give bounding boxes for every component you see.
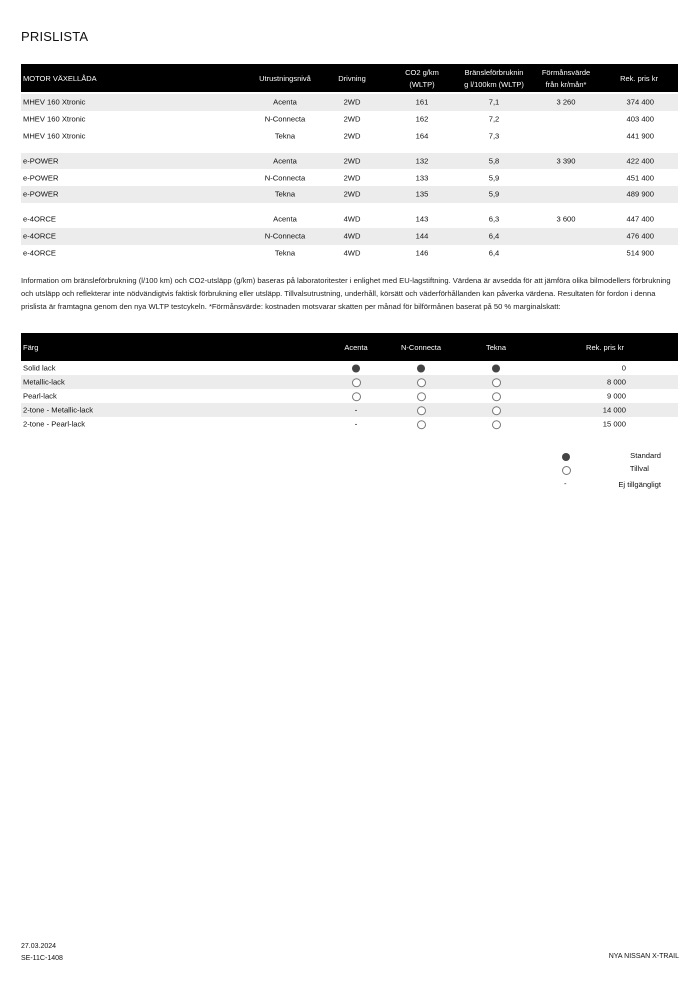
cell-color-name: Metallic-lack: [23, 377, 65, 387]
cell-trim: Acenta: [273, 97, 297, 107]
legend-na-label: Ej tillgängligt: [618, 480, 661, 489]
cell-price: 514 900: [626, 248, 654, 258]
legend-na-symbol: -: [564, 479, 567, 488]
cell-tekna: [476, 405, 516, 415]
cell-drive: 4WD: [343, 214, 361, 224]
cell-model: e-POWER: [23, 156, 59, 166]
header-formansvarde-line2: från kr/mån*: [545, 80, 587, 89]
table-row: [21, 111, 678, 128]
cell-drive: 2WD: [343, 189, 361, 199]
cell-formansvarde: 3 390: [556, 156, 576, 166]
cell-nconnecta: [396, 419, 446, 429]
legend: [560, 450, 665, 492]
cell-fuel: 5,9: [488, 173, 500, 183]
option-circle-icon: [417, 420, 426, 429]
cell-drive: 2WD: [343, 173, 361, 183]
cell-color-price: 0: [621, 363, 626, 373]
cell-color-price: 15 000: [602, 419, 626, 429]
cell-nconnecta: [396, 377, 446, 387]
cell-fuel: 6,3: [488, 214, 500, 224]
standard-dot-icon: [562, 453, 570, 461]
cell-fuel: 7,2: [488, 114, 500, 124]
option-circle-icon: [492, 392, 501, 401]
table-row: [21, 403, 678, 417]
header-co2-line1: CO2 g/km: [405, 68, 439, 77]
cell-co2: 162: [415, 114, 429, 124]
cell-acenta: -: [354, 405, 358, 415]
cell-formansvarde: 3 260: [556, 97, 576, 107]
table-row: [21, 228, 678, 245]
cell-co2: 164: [415, 131, 429, 141]
table-row: [21, 375, 678, 389]
cell-model: MHEV 160 Xtronic: [23, 114, 86, 124]
cell-model: e-4ORCE: [23, 231, 56, 241]
cell-co2: 144: [415, 231, 429, 241]
cell-trim: Tekna: [274, 131, 296, 141]
price-table-header: [21, 64, 678, 92]
cell-drive: 4WD: [343, 231, 361, 241]
cell-acenta: -: [354, 419, 358, 429]
page-title: PRISLISTA: [21, 29, 89, 44]
cell-color-name: 2-tone - Metallic-lack: [23, 405, 94, 415]
footer-left: [21, 941, 63, 965]
cell-nconnecta: [396, 364, 446, 373]
table-row: [21, 389, 678, 403]
cell-price: 374 400: [626, 97, 654, 107]
cell-drive: 4WD: [343, 248, 361, 258]
header-color-price: Rek. pris kr: [586, 343, 624, 352]
cell-trim: Tekna: [274, 248, 296, 258]
cell-trim: N-Connecta: [264, 114, 306, 124]
footer-date: 27.03.2024: [21, 943, 57, 950]
cell-price: 403 400: [626, 114, 654, 124]
option-circle-icon: [492, 420, 501, 429]
cell-acenta: [336, 364, 376, 373]
table-row: [21, 153, 678, 170]
table-row: [21, 211, 678, 228]
option-circle-icon: [417, 378, 426, 387]
legend-standard-label: Standard: [630, 451, 661, 460]
cell-tekna: [476, 364, 516, 373]
table-row: [21, 361, 678, 375]
header-model: MOTOR VÄXELLÅDA: [23, 74, 97, 83]
disclaimer-text: Information om bränsleförbrukning (l/100 km) och CO2-utsläpp (g/km) baseras på laboratoritester i enlighet med EU-lagstiftning. Värdena är avsedda för att jämföra olika bilmodellers förbrukning och utsläpp och reflekterar inte nödvändigtvis faktisk förbrukning eller utsläpp. Tillvalsutrustning, underhåll, körsätt och väderförhållanden kan påverka värdena. Resultaten för fordon i denna prislista är framtagna genom den nya WLTP testcykeln. *Förmånsvärde: kostnaden motsvarar skatten per månad för bilförmånen baserat på 50 % marginalskatt:: [21, 276, 671, 312]
cell-trim: N-Connecta: [264, 173, 306, 183]
table-row: [21, 127, 678, 144]
cell-color-name: Pearl-lack: [23, 391, 57, 401]
cell-nconnecta: [396, 391, 446, 401]
cell-trim: Acenta: [273, 156, 297, 166]
cell-price: 422 400: [626, 156, 654, 166]
header-price: Rek. pris kr: [620, 74, 658, 83]
option-circle-icon: [562, 466, 571, 475]
header-color: Färg: [23, 343, 39, 352]
header-fuel-line1: Bränsleförbruknin: [464, 68, 524, 77]
cell-drive: 2WD: [343, 97, 361, 107]
table-row: [21, 169, 678, 186]
table-row: [21, 186, 678, 203]
cell-model: e-POWER: [23, 173, 59, 183]
header-trim: Utrustningsnivå: [259, 74, 311, 83]
table-row: [21, 94, 678, 111]
option-circle-icon: [417, 392, 426, 401]
cell-trim: Acenta: [273, 214, 297, 224]
cell-color-name: 2-tone - Pearl-lack: [23, 419, 86, 429]
standard-dot-icon: [352, 365, 360, 373]
color-table-header: [21, 333, 678, 361]
cell-tekna: [476, 419, 516, 429]
cell-price: 451 400: [626, 173, 654, 183]
option-circle-icon: [492, 378, 501, 387]
cell-tekna: [476, 377, 516, 387]
cell-color-name: Solid lack: [23, 363, 56, 373]
option-circle-icon: [352, 392, 361, 401]
option-circle-icon: [492, 406, 501, 415]
option-circle-icon: [352, 378, 361, 387]
standard-dot-icon: [417, 365, 425, 373]
cell-co2: 146: [415, 248, 429, 258]
cell-model: MHEV 160 Xtronic: [23, 131, 86, 141]
header-nconnecta: N-Connecta: [400, 343, 442, 352]
table-row: [21, 245, 678, 262]
cell-fuel: 6,4: [488, 231, 500, 241]
cell-fuel: 7,1: [488, 97, 500, 107]
cell-formansvarde: 3 600: [556, 214, 576, 224]
header-formansvarde: [531, 67, 601, 91]
legend-na: [560, 479, 665, 492]
cell-color-price: 8 000: [606, 377, 626, 387]
cell-price: 476 400: [626, 231, 654, 241]
standard-dot-icon: [492, 365, 500, 373]
cell-model: e-4ORCE: [23, 248, 56, 258]
header-acenta: Acenta: [344, 343, 368, 352]
legend-option-label: Tillval: [629, 464, 649, 473]
cell-drive: 2WD: [343, 114, 361, 124]
cell-color-price: 14 000: [602, 405, 626, 415]
cell-fuel: 5,9: [488, 189, 500, 199]
price-table: [21, 64, 678, 261]
cell-acenta: [336, 377, 376, 387]
header-co2-line2: (WLTP): [409, 80, 435, 89]
cell-price: 489 900: [626, 189, 654, 199]
color-table: [21, 333, 678, 431]
cell-co2: 161: [415, 97, 429, 107]
cell-model: e-POWER: [23, 189, 59, 199]
cell-model: e-4ORCE: [23, 214, 56, 224]
table-row: [21, 417, 678, 431]
header-fuel: [457, 67, 531, 91]
cell-tekna: [476, 391, 516, 401]
cell-price: 441 900: [626, 131, 654, 141]
cell-trim: N-Connecta: [264, 231, 306, 241]
cell-acenta: [336, 391, 376, 401]
cell-nconnecta: [396, 405, 446, 415]
cell-drive: 2WD: [343, 131, 361, 141]
option-circle-icon: [417, 406, 426, 415]
legend-standard: [560, 450, 665, 463]
cell-color-price: 9 000: [606, 391, 626, 401]
cell-fuel: 5,8: [488, 156, 500, 166]
footer-model-name: NYA NISSAN X-TRAIL: [608, 953, 679, 960]
cell-model: MHEV 160 Xtronic: [23, 97, 86, 107]
cell-co2: 135: [415, 189, 429, 199]
cell-drive: 2WD: [343, 156, 361, 166]
cell-fuel: 7,3: [488, 131, 500, 141]
header-fuel-line2: g l/100km (WLTP): [464, 80, 524, 89]
cell-fuel: 6,4: [488, 248, 500, 258]
footer-code: SE-11C-1408: [21, 955, 63, 962]
header-formansvarde-line1: Förmånsvärde: [541, 68, 591, 77]
header-co2: [387, 67, 457, 91]
legend-option: [560, 463, 665, 476]
cell-trim: Tekna: [274, 189, 296, 199]
header-tekna: Tekna: [485, 343, 506, 352]
cell-price: 447 400: [626, 214, 654, 224]
header-drive: Drivning: [338, 74, 366, 83]
cell-co2: 132: [415, 156, 429, 166]
cell-co2: 133: [415, 173, 429, 183]
cell-co2: 143: [415, 214, 429, 224]
